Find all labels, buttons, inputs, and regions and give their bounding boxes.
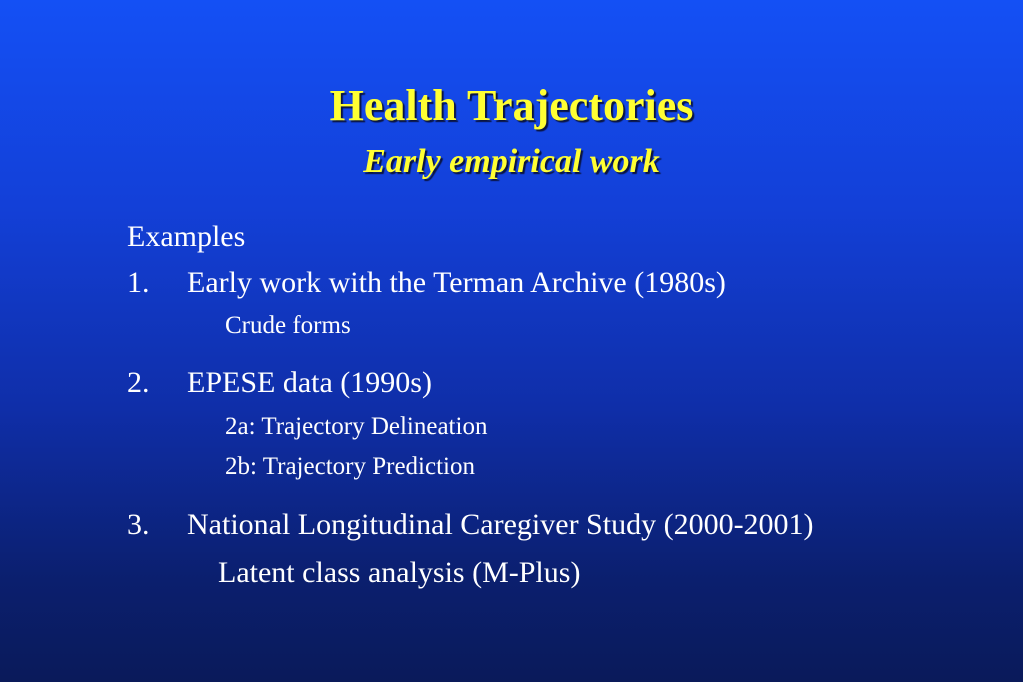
item-3-number: 3. [127, 508, 150, 541]
slide-subtitle: Early empirical work [363, 143, 660, 180]
item-1-text: Early work with the Terman Archive (1980s) [187, 266, 726, 299]
slide-title: Health Trajectories [329, 81, 694, 130]
item-3-text: National Longitudinal Caregiver Study (2000-2001) [187, 508, 814, 541]
item-2-subitem-2: 2b: Trajectory Prediction [225, 453, 475, 480]
item-1-number: 1. [127, 266, 150, 299]
item-2-text: EPESE data (1990s) [187, 366, 432, 399]
item-2-subitem-1: 2a: Trajectory Delineation [225, 413, 488, 440]
item-1-subitem-1: Crude forms [225, 312, 351, 339]
examples-heading: Examples [127, 220, 246, 253]
item-3-subitem-1: Latent class analysis (M-Plus) [218, 556, 581, 589]
item-2-number: 2. [127, 366, 150, 399]
